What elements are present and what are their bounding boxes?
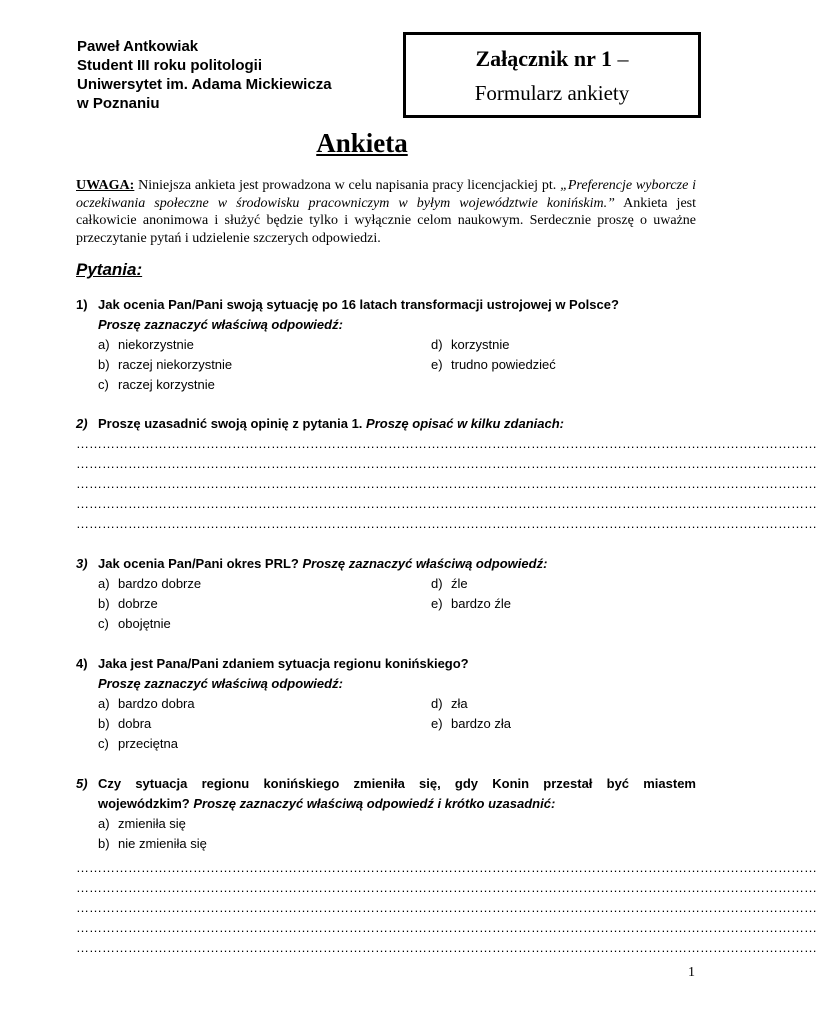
question-instruction: Proszę zaznaczyć właściwą odpowiedź: — [302, 556, 548, 571]
answer-line[interactable]: ……………………………………………………………………………………………………………………………………………………… — [76, 880, 817, 895]
question-number: 5) — [76, 776, 88, 791]
options-list — [76, 574, 696, 634]
option-letter: c) — [98, 377, 109, 392]
option-b[interactable] — [98, 834, 431, 854]
question-text-line-2: wojewódzkim? — [98, 796, 194, 811]
section-heading: Pytania: — [76, 260, 143, 279]
question-2 — [76, 414, 696, 434]
option-letter: b) — [98, 836, 110, 851]
attachment-subtitle: Formularz ankiety — [474, 81, 630, 105]
option-c[interactable] — [98, 614, 431, 634]
option-d[interactable] — [431, 335, 696, 355]
answer-line[interactable]: ……………………………………………………………………………………………………………………………………………………… — [76, 516, 817, 531]
option-text: niekorzystnie — [118, 337, 194, 352]
answer-line[interactable]: ……………………………………………………………………………………………………………………………………………………… — [76, 900, 817, 915]
option-letter: e) — [431, 716, 443, 731]
option-c[interactable] — [98, 375, 431, 395]
option-text: źle — [451, 576, 468, 591]
option-c[interactable] — [98, 734, 431, 754]
option-empty — [431, 814, 696, 834]
option-b[interactable] — [98, 594, 431, 614]
option-letter: d) — [431, 576, 443, 591]
answer-line[interactable]: ……………………………………………………………………………………………………………………………………………………… — [76, 920, 817, 935]
attachment-title: Załącznik nr 1 — [475, 46, 612, 71]
option-b[interactable] — [98, 355, 431, 375]
question-text: Jak ocenia Pan/Pani okres PRL? — [98, 556, 303, 571]
question-instruction: Proszę zaznaczyć właściwą odpowiedź: — [98, 676, 343, 691]
option-text: bardzo zła — [451, 716, 511, 731]
option-text: nie zmieniła się — [118, 836, 207, 851]
answer-lines-q5[interactable] — [76, 858, 817, 958]
author-name: Paweł Antkowiak — [77, 38, 199, 55]
notice-thesis-title: „Preferencje wyborcze i oczekiwania społeczne w środowisku pracowniczym w byłym województwie konińskim.” — [76, 178, 696, 211]
author-line-4: w Poznaniu — [77, 95, 160, 112]
option-letter: b) — [98, 716, 110, 731]
option-letter: e) — [431, 596, 443, 611]
answer-line[interactable]: ……………………………………………………………………………………………………………………………………………………… — [76, 456, 817, 471]
notice-label: UWAGA: — [76, 178, 135, 193]
option-a[interactable] — [98, 574, 431, 594]
question-instruction: Proszę opisać w kilku zdaniach: — [366, 416, 564, 431]
option-text: zmieniła się — [118, 816, 186, 831]
question-1 — [76, 295, 696, 395]
notice-text-1: Niniejsza ankieta jest prowadzona w celu napisania pracy licencjackiej pt. — [134, 178, 561, 193]
option-text: bardzo dobrze — [118, 576, 202, 591]
option-text: bardzo źle — [451, 596, 511, 611]
question-instruction: Proszę zaznaczyć właściwą odpowiedź: — [98, 317, 343, 332]
option-letter: c) — [98, 616, 109, 631]
question-number: 1) — [76, 297, 88, 312]
answer-line[interactable]: ……………………………………………………………………………………………………………………………………………………… — [76, 860, 817, 875]
page-title: Ankieta — [316, 128, 408, 158]
option-text: przeciętna — [118, 736, 178, 751]
option-b[interactable] — [98, 714, 431, 734]
option-text: korzystnie — [451, 337, 510, 352]
option-letter: a) — [98, 337, 110, 352]
option-a[interactable] — [98, 335, 431, 355]
option-text: zła — [451, 696, 468, 711]
option-e[interactable] — [431, 355, 696, 375]
question-4 — [76, 654, 696, 754]
question-text: Proszę uzasadnić swoją opinię z pytania 1. — [98, 416, 367, 431]
option-e[interactable] — [431, 714, 696, 734]
question-number: 4) — [76, 656, 88, 671]
option-a[interactable] — [98, 814, 431, 834]
options-list — [76, 694, 696, 754]
question-1-header — [76, 295, 696, 315]
option-a[interactable] — [98, 694, 431, 714]
question-5-header-line-2 — [76, 794, 696, 814]
question-instruction: Proszę zaznaczyć właściwą odpowiedź i krótko uzasadnić: — [193, 796, 556, 811]
option-letter: a) — [98, 816, 110, 831]
notice-text-2: Ankieta jest całkowicie anonimowa i służyć będzie tylko i wyłącznie celom naukowym. Serdecznie proszę o uważne przeczytanie pytań i udzielenie szczerych odpowiedzi. — [76, 195, 696, 246]
option-text: dobra — [118, 716, 152, 731]
option-letter: d) — [431, 337, 443, 352]
answer-line[interactable]: ……………………………………………………………………………………………………………………………………………………… — [76, 940, 817, 955]
option-d[interactable] — [431, 574, 696, 594]
question-number: 3) — [76, 556, 88, 571]
option-letter: c) — [98, 736, 109, 751]
question-5 — [76, 774, 696, 854]
option-letter: d) — [431, 696, 443, 711]
question-4-header — [76, 654, 696, 674]
attachment-box — [403, 32, 701, 118]
answer-line[interactable]: ……………………………………………………………………………………………………………………………………………………… — [76, 496, 817, 511]
question-text: Jak ocenia Pan/Pani swoją sytuację po 16 latach transformacji ustrojowej w Polsce? — [98, 297, 619, 312]
author-line-3: Uniwersytet im. Adama Mickiewicza — [77, 76, 332, 93]
question-text-line-1: Czy sytuacja regionu konińskiego zmieniła się, gdy Konin przestał być miastem — [98, 776, 696, 791]
option-letter: b) — [98, 357, 110, 372]
option-text: raczej korzystnie — [118, 377, 215, 392]
answer-lines-q2[interactable] — [76, 434, 817, 534]
question-number: 2) — [76, 416, 88, 431]
page-number: 1 — [688, 965, 695, 980]
answer-line[interactable]: ……………………………………………………………………………………………………………………………………………………… — [76, 476, 817, 491]
question-text: Jaka jest Pana/Pani zdaniem sytuacja regionu konińskiego? — [98, 656, 469, 671]
option-letter: a) — [98, 696, 110, 711]
question-5-header — [76, 774, 696, 794]
author-line-2: Student III roku politologii — [77, 57, 262, 74]
option-d[interactable] — [431, 694, 696, 714]
option-text: dobrze — [118, 596, 158, 611]
option-letter: a) — [98, 576, 110, 591]
question-3 — [76, 554, 696, 634]
options-list — [76, 335, 696, 395]
option-text: trudno powiedzieć — [451, 357, 556, 372]
option-letter: b) — [98, 596, 110, 611]
attachment-dash: – — [617, 46, 629, 71]
question-3-header — [76, 554, 696, 574]
options-list — [76, 814, 696, 854]
answer-line[interactable]: ……………………………………………………………………………………………………………………………………………………… — [76, 436, 817, 451]
author-block — [77, 37, 332, 113]
question-2-header — [76, 414, 696, 434]
option-text: raczej niekorzystnie — [118, 357, 233, 372]
option-text: bardzo dobra — [118, 696, 195, 711]
option-text: obojętnie — [118, 616, 171, 631]
attachment-title-line — [406, 46, 698, 72]
option-e[interactable] — [431, 594, 696, 614]
notice-paragraph — [76, 177, 696, 247]
option-letter: e) — [431, 357, 443, 372]
